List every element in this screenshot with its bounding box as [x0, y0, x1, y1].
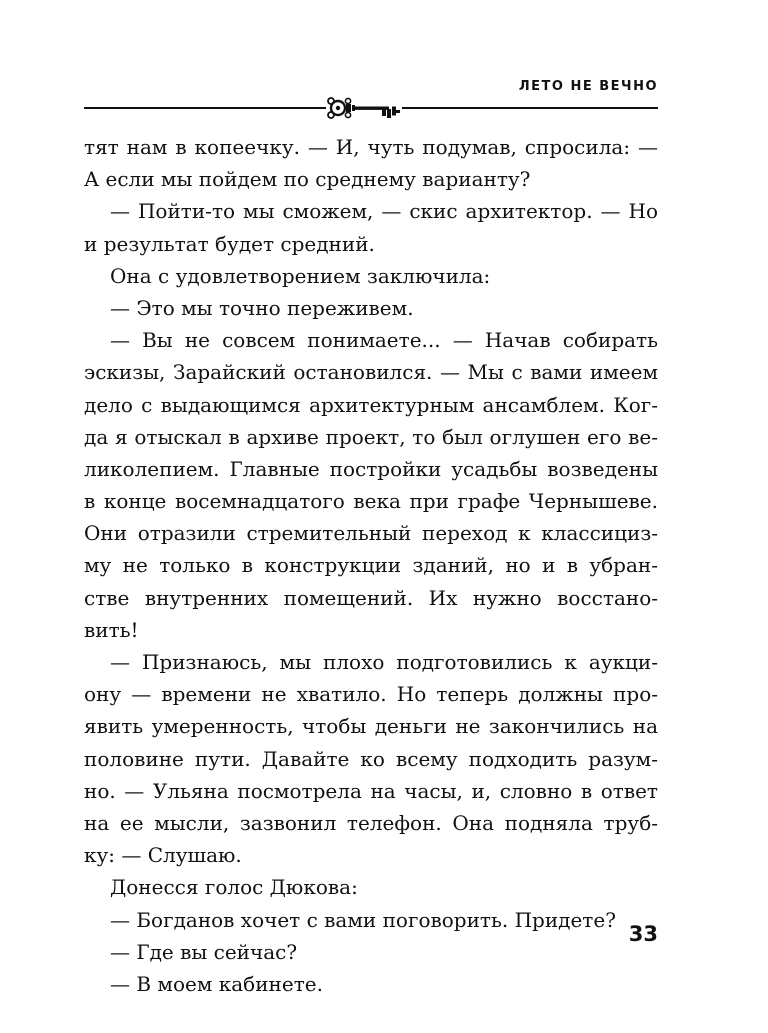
text-line: да я отыскал в архиве проект, то был оглушен его ве- — [84, 424, 658, 449]
text-line: на ее мысли, зазвонил телефон. Она подняла труб- — [84, 810, 658, 835]
body-text — [84, 131, 658, 1000]
text-line: тят нам в копеечку. — И, чуть подумав, спросила: — — [84, 135, 658, 159]
text-line: половине пути. Давайте ко всему подходить разум- — [84, 746, 658, 771]
text-line: эскизы, Зарайский остановился. — Мы с вами имеем — [84, 360, 658, 385]
text-line: му не только в конструкции зданий, но и в убран- — [84, 553, 658, 578]
text-line: — Признаюсь, мы плохо подготовились к аукци- — [110, 650, 658, 674]
page-number: 33 — [628, 922, 658, 946]
text-line: — Пойти-то мы сможем, — скис архитектор. — Но — [110, 199, 658, 224]
text-line: Она с удовлетворением заключила: — [110, 263, 491, 288]
text-line: и результат будет средний. — [84, 231, 375, 256]
text-line: — Богданов хочет с вами поговорить. Придете? — [110, 907, 616, 932]
text-line: А если мы пойдем по среднему варианту? — [84, 167, 531, 192]
text-line: в конце восемнадцатого века при графе Чернышеве. — [84, 489, 658, 514]
text-line: — Вы не совсем понимаете... — Начав собирать — [110, 328, 658, 353]
text-line: Они отразили стремительный переход к классициз- — [84, 521, 658, 546]
text-line: явить умеренность, чтобы деньги не закончились на — [84, 714, 658, 739]
text-line: ку: — Слушаю. — [84, 843, 242, 868]
text-line: — Где вы сейчас? — [110, 939, 298, 964]
text-line: стве внутренних помещений. Их нужно восстано- — [84, 585, 658, 610]
text-line: — В моем кабинете. — [110, 971, 323, 996]
text-line: дело с выдающимся архитектурным ансамблем. Ког- — [84, 392, 658, 417]
key-icon — [326, 96, 402, 120]
text-line: Донесся голос Дюкова: — [110, 875, 358, 900]
text-line: ону — времени не хватило. Но теперь должны про- — [84, 682, 658, 707]
running-head-title: ЛЕТО НЕ ВЕЧНО — [518, 79, 658, 94]
text-line: вить! — [84, 617, 139, 642]
text-line: ликолепием. Главные постройки усадьбы возведены — [84, 456, 658, 481]
text-line: но. — Ульяна посмотрела на часы, и, словно в ответ — [84, 778, 658, 803]
text-line: — Это мы точно переживем. — [110, 295, 414, 320]
